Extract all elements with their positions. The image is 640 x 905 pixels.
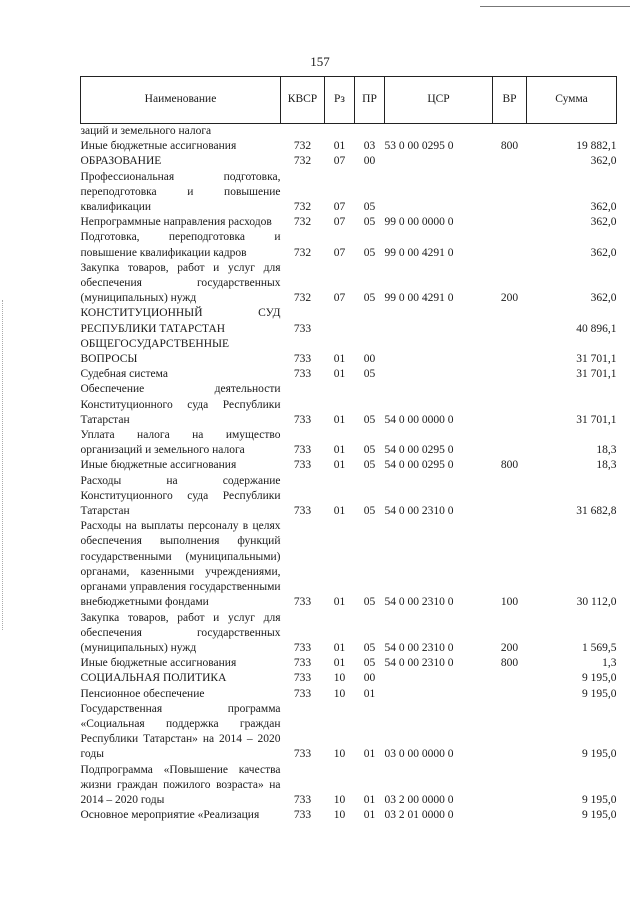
row-kvsr: 733 — [293, 505, 312, 518]
row-pr: 00 — [363, 353, 376, 366]
row-rz: 07 — [333, 246, 346, 259]
row-vr: 800 — [500, 657, 519, 670]
row-rz: 07 — [333, 292, 346, 305]
row-amount: 31 701,1 — [576, 368, 617, 381]
row-name: Профессиональная подготовка, переподготовка и повышение квалификации — [80, 170, 281, 214]
row-pr: 05 — [363, 201, 376, 214]
row-amount: 1,3 — [602, 657, 617, 670]
table-row — [81, 382, 617, 428]
row-pr: 01 — [363, 748, 376, 761]
row-rz: 01 — [333, 505, 346, 518]
row-vr — [493, 763, 527, 809]
header-kvsr: КВСР — [281, 77, 325, 124]
row-csr: 99 0 00 0000 0 — [384, 216, 454, 229]
table-row — [81, 808, 617, 823]
row-name: Иные бюджетные ассигнования — [80, 657, 237, 670]
row-name: ОБРАЗОВАНИЕ — [80, 155, 162, 168]
row-amount: 9 195,0 — [582, 809, 617, 822]
table-row — [81, 367, 617, 382]
row-vr: 200 — [500, 641, 519, 654]
row-name: Основное мероприятие «Реализация — [80, 809, 260, 822]
table-row — [81, 656, 617, 671]
row-kvsr: 733 — [293, 657, 312, 670]
row-pr — [355, 124, 385, 140]
row-kvsr: 733 — [293, 444, 312, 457]
row-amount: 40 896,1 — [576, 322, 617, 335]
row-csr: 54 0 00 2310 0 — [384, 657, 454, 670]
page-number: 157 — [310, 54, 330, 69]
row-amount: 9 195,0 — [582, 748, 617, 761]
row-vr — [493, 124, 527, 140]
row-name: Иные бюджетные ассигнования — [80, 459, 237, 472]
row-name: Подготовка, переподготовка и повышение квалификации кадров — [80, 231, 281, 259]
row-pr: 05 — [363, 641, 376, 654]
row-pr: 05 — [363, 216, 376, 229]
row-name: Расходы на выплаты персоналу в целях обеспечения выполнения функций государственными (муниципальными) органами, казенными учреждениями, органами управления государственными внебюджетными фондами — [80, 520, 281, 609]
row-pr: 05 — [363, 368, 376, 381]
row-amount: 1 569,5 — [582, 641, 617, 654]
row-pr: 05 — [363, 596, 376, 609]
margin-marks — [2, 300, 6, 630]
header-csr: ЦСР — [385, 77, 493, 124]
row-name: Закупка товаров, работ и услуг для обеспечения государственных (муниципальных) нужд — [80, 611, 281, 654]
row-amount: 362,0 — [590, 292, 617, 305]
table-row — [81, 337, 617, 367]
row-csr: 54 0 00 0000 0 — [384, 413, 454, 426]
table-row — [81, 671, 617, 686]
row-kvsr: 732 — [293, 292, 312, 305]
row-csr: 03 2 01 0000 0 — [384, 809, 454, 822]
row-pr: 00 — [363, 155, 376, 168]
table-row — [81, 474, 617, 520]
row-kvsr: 733 — [293, 459, 312, 472]
table-row — [81, 261, 617, 307]
row-pr: 05 — [363, 292, 376, 305]
row-pr: 05 — [363, 459, 376, 472]
row-vr — [493, 474, 527, 520]
row-amount: 31 701,1 — [576, 413, 617, 426]
row-rz — [325, 306, 355, 336]
row-name: СОЦИАЛЬНАЯ ПОЛИТИКА — [80, 672, 227, 685]
row-csr — [385, 154, 493, 169]
row-csr: 53 0 00 0295 0 — [384, 140, 454, 153]
row-rz — [325, 124, 355, 140]
row-csr — [385, 687, 493, 702]
header-name: Наименование — [81, 77, 281, 124]
row-amount: 9 195,0 — [582, 793, 617, 806]
header-vr: ВР — [493, 77, 527, 124]
table-row — [81, 124, 617, 140]
row-kvsr — [281, 124, 325, 140]
table-row — [81, 458, 617, 473]
row-name: заций и земельного налога — [80, 125, 212, 137]
row-amount — [527, 124, 617, 140]
row-csr — [385, 124, 493, 140]
row-amount: 18,3 — [596, 444, 617, 457]
row-name: Обеспечение деятельности Конституционного суда Республики Татарстан — [80, 383, 281, 426]
row-amount: 19 882,1 — [576, 140, 617, 153]
row-name: КОНСТИТУЦИОННЫЙ СУД РЕСПУБЛИКИ ТАТАРСТАН — [80, 307, 281, 335]
row-name: Подпрограмма «Повышение качества жизни граждан пожилого возраста» на 2014 – 2020 годы — [80, 763, 281, 806]
row-rz: 01 — [333, 353, 346, 366]
row-vr: 200 — [500, 292, 519, 305]
row-kvsr: 733 — [293, 353, 312, 366]
table-row — [81, 215, 617, 230]
row-csr: 54 0 00 2310 0 — [384, 505, 454, 518]
table-header-row — [81, 77, 617, 124]
row-kvsr: 733 — [293, 687, 312, 700]
row-kvsr: 733 — [293, 641, 312, 654]
row-amount: 9 195,0 — [582, 687, 617, 700]
table-row — [81, 702, 617, 763]
header-pr: ПР — [355, 77, 385, 124]
row-rz: 01 — [333, 641, 346, 654]
row-vr — [493, 671, 527, 686]
table-row — [81, 139, 617, 154]
row-name: Государственная программа «Социальная поддержка граждан Республики Татарстан» на 2014 – 2020 годы — [80, 702, 281, 761]
row-vr: 800 — [500, 140, 519, 153]
row-csr: 54 0 00 2310 0 — [384, 596, 454, 609]
row-amount: 30 112,0 — [576, 596, 617, 609]
row-pr — [355, 306, 385, 336]
row-vr — [493, 170, 527, 216]
table-row — [81, 611, 617, 657]
row-kvsr: 732 — [293, 155, 312, 168]
row-rz: 01 — [333, 459, 346, 472]
row-vr — [493, 337, 527, 367]
row-vr — [493, 306, 527, 336]
row-kvsr: 732 — [293, 216, 312, 229]
row-csr: 03 0 00 0000 0 — [384, 748, 454, 761]
top-rule — [480, 6, 630, 7]
row-pr: 05 — [363, 657, 376, 670]
row-kvsr: 733 — [293, 672, 312, 685]
budget-table — [80, 76, 617, 823]
table-row — [81, 230, 617, 260]
row-vr — [493, 702, 527, 763]
row-amount: 362,0 — [590, 155, 617, 168]
row-csr — [385, 367, 493, 382]
row-amount: 31 701,1 — [576, 353, 617, 366]
table-row — [81, 519, 617, 610]
row-pr: 05 — [363, 413, 376, 426]
row-kvsr: 733 — [293, 748, 312, 761]
row-rz: 07 — [333, 216, 346, 229]
row-kvsr: 733 — [293, 322, 312, 335]
row-pr: 01 — [363, 809, 376, 822]
row-csr — [385, 306, 493, 336]
row-vr — [493, 687, 527, 702]
table-row — [81, 154, 617, 169]
row-pr: 05 — [363, 444, 376, 457]
row-kvsr: 733 — [293, 368, 312, 381]
row-pr: 05 — [363, 246, 376, 259]
row-csr — [385, 671, 493, 686]
row-kvsr: 733 — [293, 793, 312, 806]
row-csr: 54 0 00 2310 0 — [384, 641, 454, 654]
row-rz: 10 — [333, 687, 346, 700]
row-amount: 18,3 — [596, 459, 617, 472]
row-kvsr: 732 — [293, 246, 312, 259]
row-rz: 01 — [333, 413, 346, 426]
row-kvsr: 732 — [293, 140, 312, 153]
row-rz: 10 — [333, 748, 346, 761]
row-vr — [493, 808, 527, 823]
row-amount: 362,0 — [590, 246, 617, 259]
row-rz: 01 — [333, 140, 346, 153]
row-vr — [493, 154, 527, 169]
row-name: Непрограммные направления расходов — [80, 216, 272, 229]
row-amount: 362,0 — [590, 216, 617, 229]
table-row — [81, 428, 617, 458]
row-csr: 54 0 00 0295 0 — [384, 459, 454, 472]
row-kvsr: 733 — [293, 596, 312, 609]
row-pr: 05 — [363, 505, 376, 518]
table-row — [81, 687, 617, 702]
row-rz: 10 — [333, 672, 346, 685]
row-rz: 10 — [333, 809, 346, 822]
row-amount: 9 195,0 — [582, 672, 617, 685]
row-amount: 362,0 — [590, 201, 617, 214]
row-name: Расходы на содержание Конституционного суда Республики Татарстан — [80, 474, 281, 518]
row-name: Закупка товаров, работ и услуг для обеспечения государственных (муниципальных) нужд — [80, 261, 281, 305]
table-row — [81, 763, 617, 809]
row-name: Уплата налога на имущество организаций и земельного налога — [80, 429, 281, 457]
row-kvsr: 733 — [293, 413, 312, 426]
header-amount: Сумма — [527, 77, 617, 124]
row-rz: 10 — [333, 793, 346, 806]
row-csr — [385, 170, 493, 216]
row-pr: 01 — [363, 793, 376, 806]
row-csr: 03 2 00 0000 0 — [384, 793, 454, 806]
row-amount: 31 682,8 — [576, 505, 617, 518]
row-name: Судебная система — [80, 368, 168, 381]
row-kvsr: 732 — [293, 201, 312, 214]
row-vr — [493, 382, 527, 428]
row-vr — [493, 230, 527, 260]
table-row — [81, 170, 617, 216]
row-name: Пенсионное обеспечение — [80, 687, 205, 700]
row-rz: 07 — [333, 155, 346, 168]
row-vr — [493, 367, 527, 382]
header-rz: Рз — [325, 77, 355, 124]
row-name: Иные бюджетные ассигнования — [80, 140, 237, 153]
row-rz: 01 — [333, 368, 346, 381]
row-rz: 07 — [333, 201, 346, 214]
row-vr: 800 — [500, 459, 519, 472]
row-rz: 01 — [333, 444, 346, 457]
row-csr: 99 0 00 4291 0 — [384, 246, 454, 259]
row-pr: 03 — [363, 140, 376, 153]
row-csr: 99 0 00 4291 0 — [384, 292, 454, 305]
row-csr: 54 0 00 0295 0 — [384, 444, 454, 457]
row-vr: 100 — [500, 596, 519, 609]
row-kvsr: 733 — [293, 809, 312, 822]
row-vr — [493, 428, 527, 458]
row-csr — [385, 337, 493, 367]
row-pr: 00 — [363, 672, 376, 685]
row-rz: 01 — [333, 596, 346, 609]
row-rz: 01 — [333, 657, 346, 670]
row-name: ОБЩЕГОСУДАРСТВЕННЫЕ ВОПРОСЫ — [80, 337, 230, 366]
table-row — [81, 306, 617, 336]
row-pr: 01 — [363, 687, 376, 700]
row-vr — [493, 215, 527, 230]
